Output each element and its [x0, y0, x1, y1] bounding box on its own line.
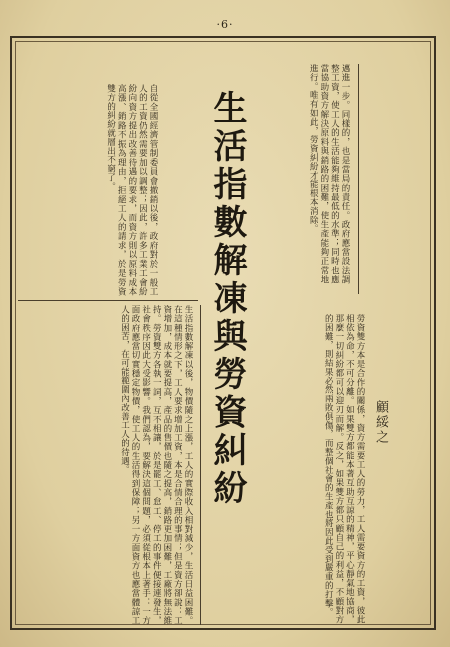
article-column-top-right: 邁進一步。同樣的，也是當局的責任。政府應當設法調整工資，使工人的生活能夠維持最低的水準；同時也應當協助資方解決原料與銷路的困難，使生產能夠正常地進行。唯有如此，勞資糾紛才能根本消除。 — [308, 64, 350, 284]
article-column-bottom-right: 勞資雙方本是合作的關係，資方需要工人的勞力，工人需要資方的工資，彼此相依為命，不可分離。如果雙方都能本著互助互諒的精神，平心靜氣地協商，那麼一切糾紛都可以迎刃而解。反之，如果雙方都只顧自己的利益，不顧對方的困難，則結果必然兩敗俱傷，而整個社會的生產也將因此受到嚴重的打擊。 — [323, 314, 365, 624]
author-byline: 顧綏之 — [373, 400, 388, 445]
column-divider-center — [200, 305, 201, 625]
article-title: 生活指數解凍與勞資糾紛 — [207, 90, 247, 508]
column-divider-right — [358, 64, 359, 294]
page-number: ·6· — [216, 18, 234, 31]
article-column-top-left: 自從全國經濟管制委員會撤銷以後，政府對於一般工人的工資仍然需要加以調整；因此，許多工業工會紛紛向資方提出改善待遇的要求，而資方則以原料成本高漲、銷路不振為理由，拒絕工人的請求，於是勞資雙方的糾紛就層出不窮了。 — [105, 84, 158, 296]
article-column-bottom-left: 生活指數解凍以後，物價隨之上漲，工人的實際收入相對減少，生活日益困難。在這種情形之下，工人要求增加工資，本是合情合理的事情；但是資方卻說：工資增加，成本就要提高，產品的售價也隨之提高，銷路更加困難，工廠將無法維持。勞資雙方各執一詞，互不相讓，於是罷工、怠工、停工的事件便接連發生，社會秩序因此大受影響。我們認為，要解決這個問題，必須從根本上著手：一方面政府應當切實穩定物價，使工人的生活得到保障；另一方面資方也應當體諒工人的困苦，在可能範圍內改善工人的待遇。 — [119, 305, 193, 625]
horizontal-divider — [18, 300, 198, 301]
